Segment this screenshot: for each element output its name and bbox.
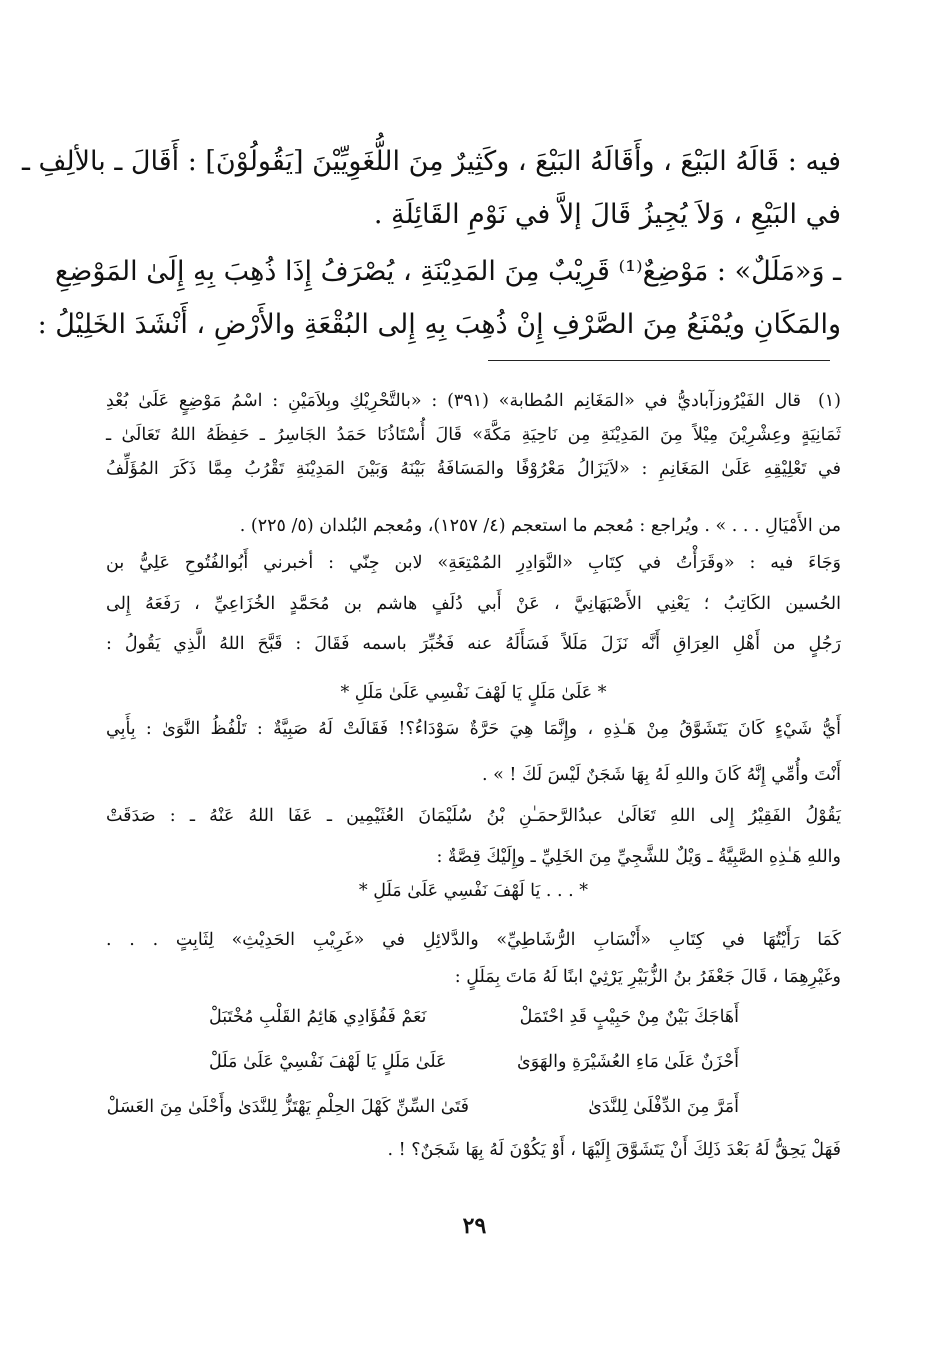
- verse-first-hemistich: أَمَرَّ مِنَ الدِّفْلَىٰ لِلنَّدَىٰ: [588, 1097, 739, 1117]
- footnote-line: يَقُوْلُ الفَقِيْرُ إِلى اللهِ تَعَالَىٰ عبدُالرَّحمَـٰنِ بْنُ سُلَيْمَانَ العُثَيْمِين ـ عَفَا اللهُ عَنْهُ ـ : صَدَقَتْ: [106, 806, 841, 826]
- verse-second-hemistich: عَلَىٰ مَلَلٍ يَا لَهْفَ نَفْسِيْ عَلَىٰ مَلَلْ: [209, 1052, 447, 1072]
- footnote-line: أَيُّ شَيْءٍ كَانَ يَتَشَوَّقُ مِنْ هَـٰذِهِ ، وإِنَّمَا هِيَ حَرَّةٌ سَوْدَاءُ؟! فَقَالَتْ لَهُ صَبِيَّةٌ : تَلْفُظُ النَّوَىٰ : بِأَبِي: [106, 719, 841, 739]
- footnote-line: ثَمَانِيَةٍ وعِشْرِيْنَ مِيْلاً مِنَ المَدِيْنَةِ مِن نَاحِيَةِ مَكَّةَ» قَالَ أُسْتَاذُنَا حَمَدُ الجَاسِرُ ـ حَفِظَهُ اللهُ تَعَالَىٰ ـ: [106, 425, 841, 445]
- footnote-separator: [488, 360, 830, 361]
- footnote-closing: فَهَلْ يَحِقُّ لَهُ بَعْدَ ذَلِكَ أَنْ يَتَشَوَّقَ إِلَيْهَا ، أَوْ يَكُوْنَ لَهُ بِهَا شَجَنٌ؟ ! .: [387, 1140, 841, 1160]
- footnote-number: (١): [817, 391, 841, 411]
- page-number: ٢٩: [462, 1213, 487, 1239]
- footnote-verse-fragment: * عَلَىٰ مَلَلٍ يَا لَهْفَ نَفْسِي عَلَىٰ مَلَلِ *: [340, 683, 607, 703]
- verse-second-hemistich: فَتَىٰ السِّنِّ كَهْلَ الحِلْمِ يَهْتَزُّ لِلنَّدَىٰ وأَحْلَىٰ مِنَ العَسَلْ: [106, 1097, 469, 1117]
- footnote-line: واللهِ هَـٰذِهِ الصَّبِيَّةُ ـ وَيْلٌ للشَّجِيِّ مِنَ الخَلِيِّ ـ وإِلَيْكَ قِصَّةٌ :: [436, 847, 841, 867]
- verse-first-hemistich: أَحْزَنٌ عَلَىٰ مَاءِ العُشَيْرَةِ والهَوَىٰ: [517, 1052, 739, 1072]
- footnote-line: وَجَاءَ فيه : «وقَرَأْتُ في كِتَابِ «النَّوَادِرِ المُمْتِعَةِ» لابن جِنّي : أخبرني أَبُوالفُتُوحِ عَلِيُّ بن: [106, 553, 841, 573]
- footnote-line: في تَعْلِيْقِهِ عَلَىٰ المَغَانِمِ : «لاَيَزَالُ مَعْرُوْفًا والمَسَافَةُ بَيْنَهُ وَبَيْنَ المَدِيْنَةِ تَقْرُبُ مِمَّا ذَكَرَ المُؤَلِّفُ: [106, 459, 841, 479]
- main-text-line: ـ وَ«مَلَلٌ» : مَوْضِعٌ⁽¹⁾ قَرِيْبٌ مِنَ المَدِيْنَةِ ، يُصْرَفُ إِذَا ذُهِبَ بِهِ إِلَىٰ المَوْضِعِ: [55, 256, 841, 287]
- verse-second-hemistich: نَعَمْ فَفُؤَادِي هَائِمُ القَلْبِ مُخْتَبَلْ: [209, 1007, 427, 1027]
- verse-first-hemistich: أَهَاجَكَ بَيْنٌ مِنْ حَبِيْبٍ قَدِ احْتَمَلْ: [519, 1007, 739, 1027]
- footnote-line: كَمَا رَأَيْتُهَا في كِتَابِ «أَنْسَابِ الرُّشَاطِيِّ» والدَّلائِلِ في «غَرِيْبِ الحَدِيْثِ» لِثَابِتٍ . . .: [106, 930, 841, 950]
- footnote-line: أَنْتَ وأُمِّي إِنَّهُ كَانَ واللهِ لَهُ بِهَا شَجَنٌ لَيْسَ لَكَ ! » .: [482, 765, 841, 785]
- main-text-line: فيه : قَالَهُ البَيْعَ ، وأَقَالَهُ البَيْعَ ، وكَثِيرٌ مِنَ اللُّغَوِيِّيْنَ [يَقُولُوْنَ] : أَقَالَ ـ بالألِفِ ـ: [21, 146, 841, 177]
- main-text-line: والمَكَانِ ويُمْنَعُ مِنَ الصَّرْفِ إِنْ ذُهِبَ بِهِ إِلى البُقْعَةِ والأَرْضِ ، أَنْشَدَ الخَلِيْلُ :: [37, 309, 841, 340]
- footnote-line: وغَيْرِهِمَا ، قَالَ جَعْفَرُ بنُ الزُّبَيْرِ يَرْثِيْ ابنًا لَهُ مَاتَ بِمَلَلٍ :: [454, 967, 841, 987]
- footnote-line: رَجُلٍ من أَهْلِ العِرَاقِ أَنَّه نَزَلَ مَلَلاً فَسَأَلَهُ عنه فَخُبِّرَ باسمه فَقَالَ : قَبَّحَ اللهُ الَّذِي يَقُولُ :: [106, 634, 841, 654]
- footnote-verse-fragment: * . . . يَا لَهْفَ نَفْسِي عَلَىٰ مَلَلِ *: [358, 881, 589, 901]
- footnote-line: من الأَمْيَالِ . . . » . ويُراجع : مُعجم ما استعجم (٤/ ١٢٥٧)، ومُعجم البُلدان (٥/ ٢٢٥) .: [239, 516, 841, 536]
- footnote-line: الحُسين الكَاتِبُ ؛ يَعْنِي الأَصْبَهَانِيَّ ، عَنْ أَبي دُلَفٍ هاشم بن مُحَمَّدٍ الخُزَاعِيِّ ، رَفَعَهُ إِلى: [106, 594, 841, 614]
- footnote-line: قال الفَيْرُوزآباديُّ في «المَغَانِم المُطابة» (٣٩١) : «بالتَّحْرِيْكِ وبِلاَمَيْنِ : اسْمُ مَوْضِعٍ عَلَىٰ بُعْدِ: [106, 391, 801, 411]
- main-text-line: في البَيْعِ ، وَلاَ يُجِيزُ قَالَ إلاَّ في نَوْمِ القَائِلَةِ .: [373, 199, 841, 230]
